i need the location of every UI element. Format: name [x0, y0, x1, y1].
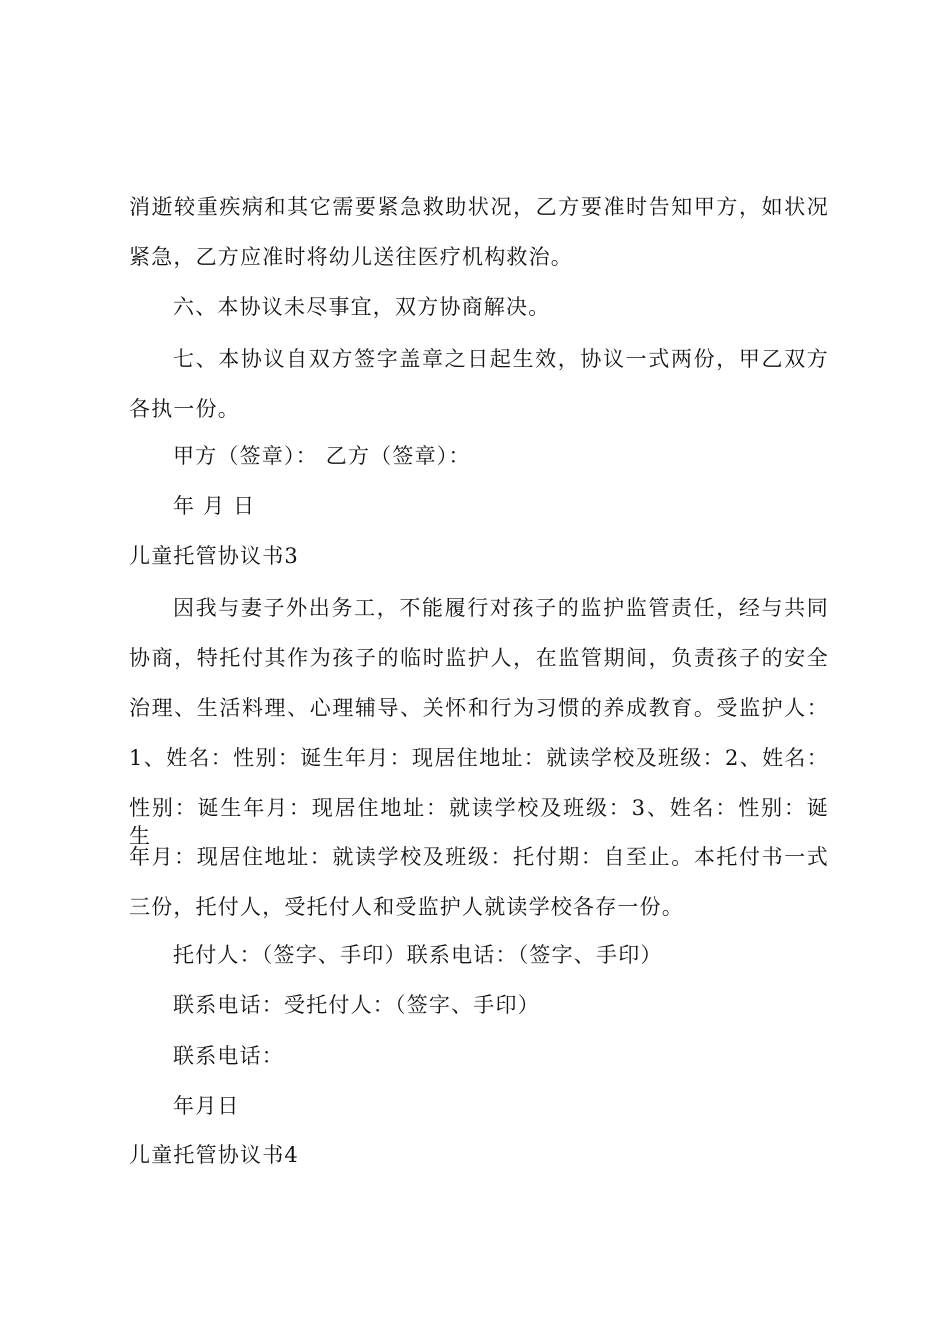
paragraph-line: 治理、生活料理、心理辅导、关怀和行为习惯的养成教育。受监护人：	[129, 696, 829, 720]
signature-line: 甲方（签章）： 乙方（签章）：	[173, 444, 471, 468]
paragraph-line: 消逝较重疾病和其它需要紧急救助状况，乙方要准时告知甲方，如状况	[129, 195, 829, 219]
clause-seven: 七、本协议自双方签字盖章之日起生效，协议一式两份，甲乙双方	[173, 347, 829, 371]
paragraph-line: 各执一份。	[129, 397, 240, 421]
paragraph-line: 1、姓名：性别：诞生年月：现居住地址：就读学校及班级：2、姓名：	[129, 746, 829, 770]
date-line: 年 月 日	[173, 494, 256, 518]
clause-six: 六、本协议未尽事宜，双方协商解决。	[173, 295, 551, 319]
paragraph-line: 紧急，乙方应准时将幼儿送往医疗机构救治。	[129, 245, 573, 269]
section-heading: 儿童托管协议书3	[129, 544, 299, 568]
date-line: 年月日	[173, 1094, 240, 1118]
paragraph-line: 因我与妻子外出务工，不能履行对孩子的监护监管责任，经与共同	[173, 596, 829, 620]
paragraph-line: 协商，特托付其作为孩子的临时监护人，在监管期间，负责孩子的安全	[129, 646, 829, 670]
section-heading: 儿童托管协议书4	[129, 1143, 299, 1167]
paragraph-line: 年月：现居住地址：就读学校及班级：托付期：自至止。本托付书一式	[129, 845, 829, 869]
paragraph-line: 性别：诞生年月：现居住地址：就读学校及班级：3、姓名：性别：诞生	[129, 796, 829, 848]
paragraph-line: 三份，托付人，受托付人和受监护人就读学校各存一份。	[129, 895, 684, 919]
signature-line: 托付人：（签字、手印）联系电话：（签字、手印）	[173, 943, 663, 967]
phone-line: 联系电话：	[173, 1044, 284, 1068]
signature-line: 联系电话：受托付人：（签字、手印）	[173, 993, 540, 1017]
